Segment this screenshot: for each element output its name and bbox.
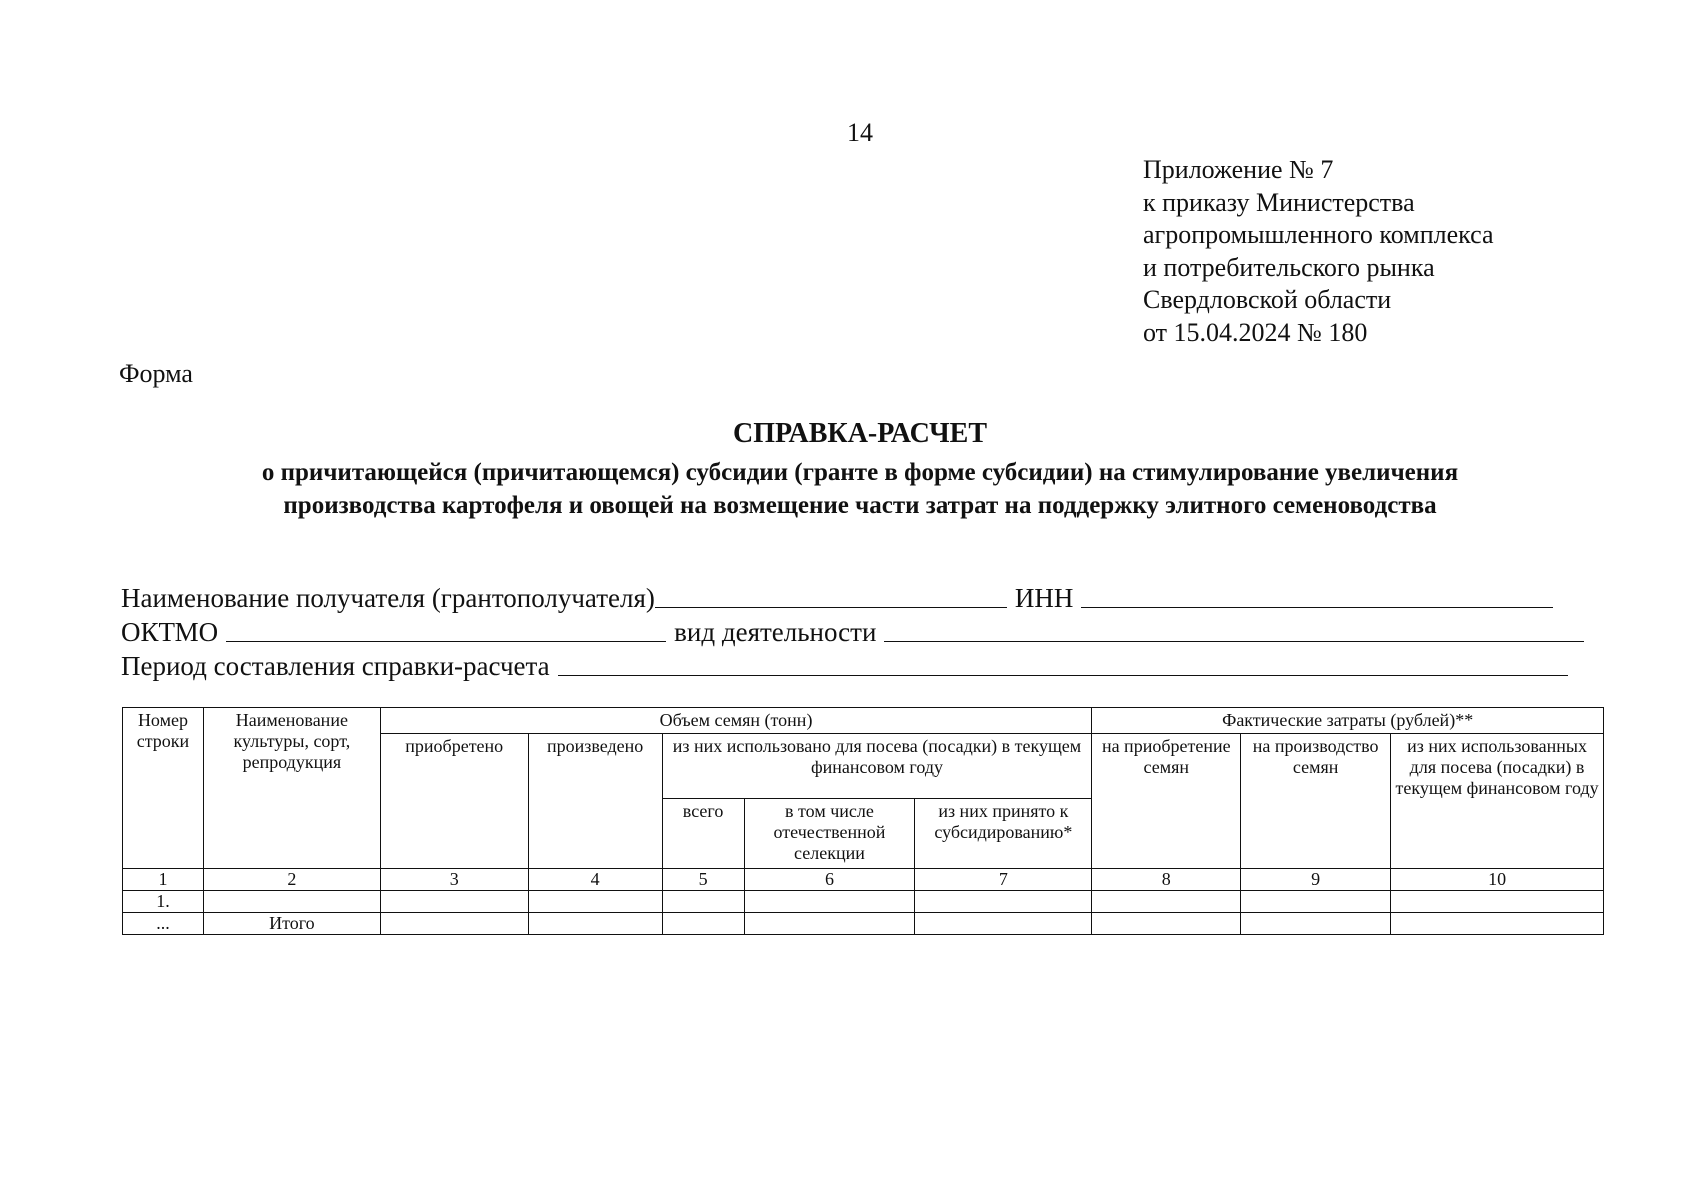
cost-purchase-cell[interactable] — [1092, 913, 1241, 935]
period-label: Период составления справки-расчета — [121, 651, 550, 681]
crop-name-cell: Итого — [203, 913, 380, 935]
crop-name-cell[interactable] — [203, 891, 380, 913]
inn-label: ИНН — [1014, 583, 1074, 613]
appendix-block — [1143, 154, 1494, 349]
column-number: 1 — [123, 869, 204, 891]
accepted-cell[interactable] — [915, 913, 1092, 935]
header-used-for-sowing: из них использовано для посева (посадки) в текущем финансовом году — [662, 734, 1092, 799]
activity-label: вид деятельности — [674, 617, 877, 647]
appendix-line: от 15.04.2024 № 180 — [1143, 317, 1368, 347]
document-title — [120, 416, 1600, 522]
calculation-table — [122, 707, 1604, 935]
column-number: 4 — [528, 869, 662, 891]
header-row-number: Номер строки — [123, 708, 204, 869]
header-accepted: из них принято к субсидированию* — [915, 798, 1092, 868]
header-cost-production: на производство семян — [1241, 734, 1391, 869]
header-produced: произведено — [528, 734, 662, 869]
header-domestic: в том числе отечественной селекции — [744, 798, 915, 868]
title-main: СПРАВКА-РАСЧЕТ — [732, 418, 988, 449]
header-actual-costs: Фактические затраты (рублей)** — [1092, 708, 1604, 734]
purchased-cell[interactable] — [380, 891, 528, 913]
header-total: всего — [662, 798, 744, 868]
recipient-row — [121, 583, 1553, 614]
recipient-field[interactable] — [655, 606, 1007, 608]
table-row — [123, 913, 1604, 935]
produced-cell[interactable] — [528, 891, 662, 913]
column-number: 10 — [1391, 869, 1604, 891]
column-number: 8 — [1092, 869, 1241, 891]
activity-field[interactable] — [884, 640, 1584, 642]
appendix-line: агропромышленного комплекса — [1143, 220, 1494, 249]
appendix-line: Приложение № 7 — [1143, 155, 1334, 184]
total-cell[interactable] — [662, 891, 744, 913]
cost-used-cell[interactable] — [1391, 891, 1604, 913]
column-number: 3 — [380, 869, 528, 891]
inn-field[interactable] — [1081, 606, 1553, 608]
header-row — [123, 708, 1604, 734]
cost-purchase-cell[interactable] — [1092, 891, 1241, 913]
produced-cell[interactable] — [528, 913, 662, 935]
title-line: производства картофеля и овощей на возмещение части затрат на поддержку элитного семеноводства — [283, 492, 1437, 519]
oktmo-field[interactable] — [226, 640, 666, 642]
purchased-cell[interactable] — [380, 913, 528, 935]
accepted-cell[interactable] — [915, 891, 1092, 913]
row-number-cell: ... — [123, 913, 204, 935]
domestic-cell[interactable] — [744, 891, 915, 913]
domestic-cell[interactable] — [744, 913, 915, 935]
appendix-line: и потребительского рынка — [1143, 252, 1435, 282]
header-seed-volume: Объем семян (тонн) — [380, 708, 1092, 734]
title-subtitle — [120, 456, 1600, 522]
recipient-label: Наименование получателя (грантополучателя) — [121, 583, 655, 613]
column-number: 6 — [744, 869, 915, 891]
cost-production-cell[interactable] — [1241, 891, 1391, 913]
header-purchased: приобретено — [380, 734, 528, 869]
cost-production-cell[interactable] — [1241, 913, 1391, 935]
appendix-line: к приказу Министерства — [1143, 187, 1415, 217]
row-number-cell: 1. — [123, 891, 204, 913]
oktmo-label: ОКТМО — [121, 617, 219, 647]
total-cell[interactable] — [662, 913, 744, 935]
period-row — [121, 651, 1568, 682]
column-number: 2 — [203, 869, 380, 891]
column-number-row — [123, 869, 1604, 891]
appendix-line: Свердловской области — [1143, 285, 1392, 314]
header-cost-used: из них использованных для посева (посадки) в текущем финансовом году — [1391, 734, 1604, 869]
cost-used-cell[interactable] — [1391, 913, 1604, 935]
period-field[interactable] — [558, 674, 1568, 676]
header-cost-purchase: на приобретение семян — [1092, 734, 1241, 869]
column-number: 5 — [662, 869, 744, 891]
oktmo-row — [121, 617, 1584, 648]
title-line: о причитающейся (причитающемся) субсидии (гранте в форме субсидии) на стимулирование увеличения — [261, 459, 1459, 486]
column-number: 7 — [915, 869, 1092, 891]
column-number: 9 — [1241, 869, 1391, 891]
form-label: Форма — [119, 359, 193, 388]
header-crop-name: Наименование культуры, сорт, репродукция — [203, 708, 380, 869]
page-number: 14 — [847, 118, 873, 147]
table-row — [123, 891, 1604, 913]
